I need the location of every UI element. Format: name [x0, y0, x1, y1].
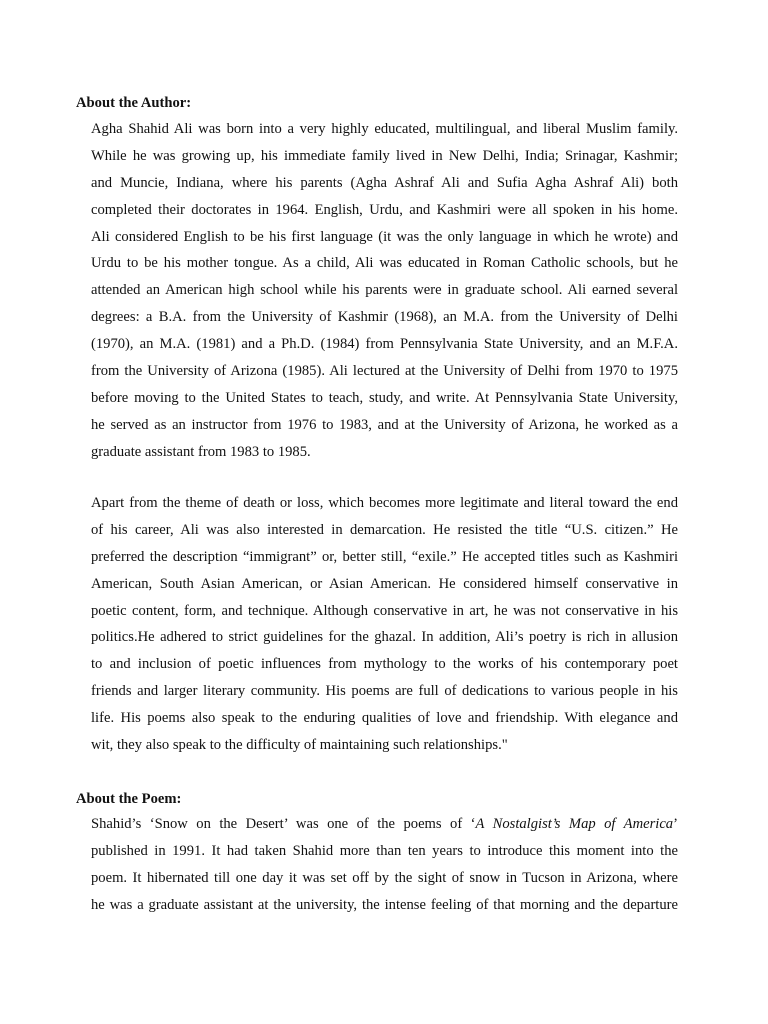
about-poem-paragraph [91, 811, 678, 919]
paragraph-line: (1970), an M.A. (1981) and a Ph.D. (1984) from Pennsylvania State University, and an M.F.A. [91, 336, 678, 353]
paragraph-line: attended an American high school while his parents were in graduate school. Ali earned several [91, 282, 678, 299]
paragraph-line: politics.He adhered to strict guidelines for the ghazal. In addition, Ali’s poetry is rich in allusion [91, 629, 678, 646]
about-poem-heading: About the Poem: [76, 791, 182, 807]
paragraph-line: friends and larger literary community. His poems are full of dedications to various people in his [91, 683, 678, 700]
paragraph-line: graduate assistant from 1983 to 1985. [91, 443, 311, 460]
paragraph-line: poem. It hibernated till one day it was set off by the sight of snow in Tucson in Arizona, where [91, 869, 678, 886]
paragraph-line: to and inclusion of poetic influences from mythology to the works of his contemporary poet [91, 656, 678, 673]
about-author-heading: About the Author: [76, 95, 192, 111]
paragraph-line: Urdu to be his mother tongue. As a child, Ali was educated in Roman Catholic schools, but he [91, 255, 678, 272]
paragraph-line: of his career, Ali was also interested in demarcation. He resisted the title “U.S. citizen.” He [91, 521, 678, 538]
paragraph-line: he served as an instructor from 1976 to 1983, and at the University of Arizona, he worked as a [91, 416, 678, 433]
paragraph-line: published in 1991. It had taken Shahid more than ten years to introduce this moment into the [91, 842, 678, 859]
about-author-paragraph-2 [91, 490, 678, 759]
paragraph-line: While he was growing up, his immediate family lived in New Delhi, India; Srinagar, Kashmir; [91, 147, 678, 164]
paragraph-line: Ali considered English to be his first language (it was the only language in which he wrote) and [91, 228, 678, 245]
paragraph-line: Shahid’s ‘Snow on the Desert’ was one of the poems of ‘A Nostalgist’s Map of America’ [91, 816, 678, 832]
paragraph-line: before moving to the United States to teach, study, and write. At Pennsylvania State University, [91, 389, 678, 406]
paragraph-line: and Muncie, Indiana, where his parents (Agha Ashraf Ali and Sufia Agha Ashraf Ali) both [91, 174, 678, 191]
paragraph-line: life. His poems also speak to the enduring qualities of love and friendship. With elegance and [91, 710, 678, 727]
poem-collection-title: A Nostalgist’s Map of America [475, 816, 674, 832]
paragraph-line: American, South Asian American, or Asian American. He considered himself conservative in [91, 575, 678, 592]
paragraph-line: completed their doctorates in 1964. English, Urdu, and Kashmiri were all spoken in his home. [91, 201, 678, 218]
paragraph-line: Agha Shahid Ali was born into a very highly educated, multilingual, and liberal Muslim family. [91, 121, 678, 137]
paragraph-line: poetic content, form, and technique. Although conservative in art, he was not conservative in his [91, 602, 678, 619]
about-author-paragraph-1 [91, 116, 678, 466]
paragraph-line: from the University of Arizona (1985). Ali lectured at the University of Delhi from 1970 to 1975 [91, 363, 678, 380]
paragraph-line: Apart from the theme of death or loss, which becomes more legitimate and literal toward the end [91, 495, 678, 511]
paragraph-line: he was a graduate assistant at the university, the intense feeling of that morning and the departure [91, 896, 678, 913]
paragraph-line: wit, they also speak to the difficulty of maintaining such relationships." [91, 737, 508, 754]
paragraph-line: preferred the description “immigrant” or, better still, “exile.” He accepted titles such as Kashmiri [91, 548, 678, 565]
paragraph-line: degrees: a B.A. from the University of Kashmir (1968), an M.A. from the University of Delhi [91, 309, 678, 326]
